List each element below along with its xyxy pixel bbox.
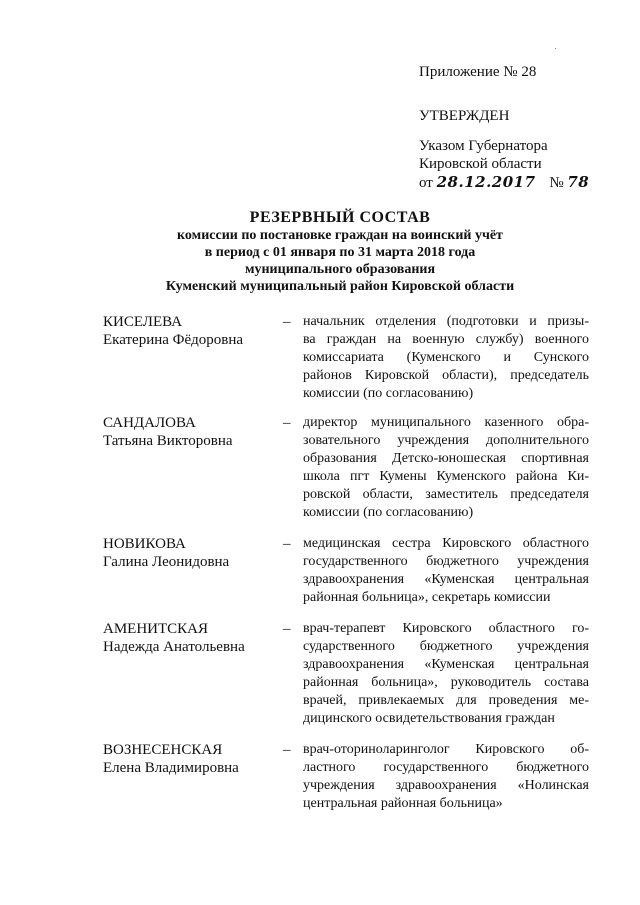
title-line-2: комиссии по постановке граждан на воинский учёт [177,228,503,243]
decree-line-1: Указом Губернатора [419,138,548,154]
member-surname: САНДАЛОВА [103,415,196,431]
decree-prefix: от [419,175,433,191]
decree-date-handwritten: 28.12.2017 [436,173,536,191]
decree-number-label: № [549,175,564,191]
role-line: здравоохранения «Куменская центральная [303,657,589,672]
title-line-4: муниципального образования [244,262,436,277]
member-dash: – [283,621,291,637]
member-dash: – [283,742,291,758]
role-line: дицинского освидетельствования граждан [303,711,555,726]
role-line: врачей, привлекаемых для проведения ме- [303,693,589,708]
role-line: комиссариата (Куменского и Сунского [303,350,589,365]
decree-line-3 [419,173,589,192]
role-line: комиссии (по согласованию) [303,386,474,401]
role-line: медицинская сестра Кировского областного [303,536,589,551]
member-name [103,620,278,656]
member-role [303,741,589,813]
role-line: районная больница», секретарь комиссии [303,590,551,605]
member-given-name: Татьяна Викторовна [103,433,233,449]
role-line: образования Детско-юношеская спортивная [303,451,589,466]
member-surname: АМЕНИТСКАЯ [103,621,209,637]
decree-line-2: Кировской области [419,156,542,172]
role-line: районная больница», руководитель состава [303,675,589,690]
member-name [103,741,278,777]
member-role [303,414,589,522]
title-line-5: Куменский муниципальный район Кировской области [165,279,515,294]
member-given-name: Екатерина Фёдоровна [103,332,244,348]
member-given-name: Елена Владимировна [103,760,239,776]
role-line: директор муниципального казенного обра- [303,415,589,430]
approved-stamp-text: УТВЕРЖДЕН [419,108,510,124]
scan-dot [555,48,556,49]
member-surname: КИСЕЛЕВА [103,314,183,330]
member-name [103,414,278,450]
role-line: ластного государственного бюджетного [303,760,589,775]
member-dash: – [283,415,291,431]
decree-reference [419,137,589,192]
member-surname: ВОЗНЕСЕНСКАЯ [103,742,223,758]
member-dash: – [283,536,291,552]
role-line: ровской области, заместитель председателя [303,487,589,502]
title-line-3: в период с 01 января по 31 марта 2018 года [204,245,476,260]
role-line: здравоохранения «Куменская центральная [303,572,589,587]
document-title [90,209,590,295]
member-surname: НОВИКОВА [103,536,186,552]
role-line: врач-оториноларинголог Кировского об- [303,742,589,757]
member-role [303,620,589,728]
member-role [303,535,589,607]
role-line: комиссии (по согласованию) [303,505,474,520]
member-dash: – [283,314,291,330]
role-line: сударственного бюджетного учреждения [303,639,589,654]
role-line: государственного бюджетного учреждения [303,554,589,569]
role-line: районов Кировской области), председатель [303,368,589,383]
role-line: школа пгт Кумены Куменского района Ки- [303,469,589,484]
title-main: РЕЗЕРВНЫЙ СОСТАВ [249,209,431,226]
member-role [303,313,589,403]
role-line: начальник отделения (подготовки и призы- [303,314,589,329]
member-name [103,313,278,349]
appendix-number: Приложение № 28 [419,64,537,80]
role-line: учреждения здравоохранения «Нолинская [303,778,589,793]
role-line: врач-терапевт Кировского областного го- [303,621,589,636]
role-line: центральная районная больница» [303,796,503,811]
decree-number-handwritten: 78 [567,173,590,191]
member-given-name: Надежда Анатольевна [103,639,245,655]
member-given-name: Галина Леонидовна [103,554,230,570]
role-line: зовательного учреждения дополнительного [303,433,589,448]
role-line: ва граждан на военную службу) военного [303,332,589,347]
member-name [103,535,278,571]
